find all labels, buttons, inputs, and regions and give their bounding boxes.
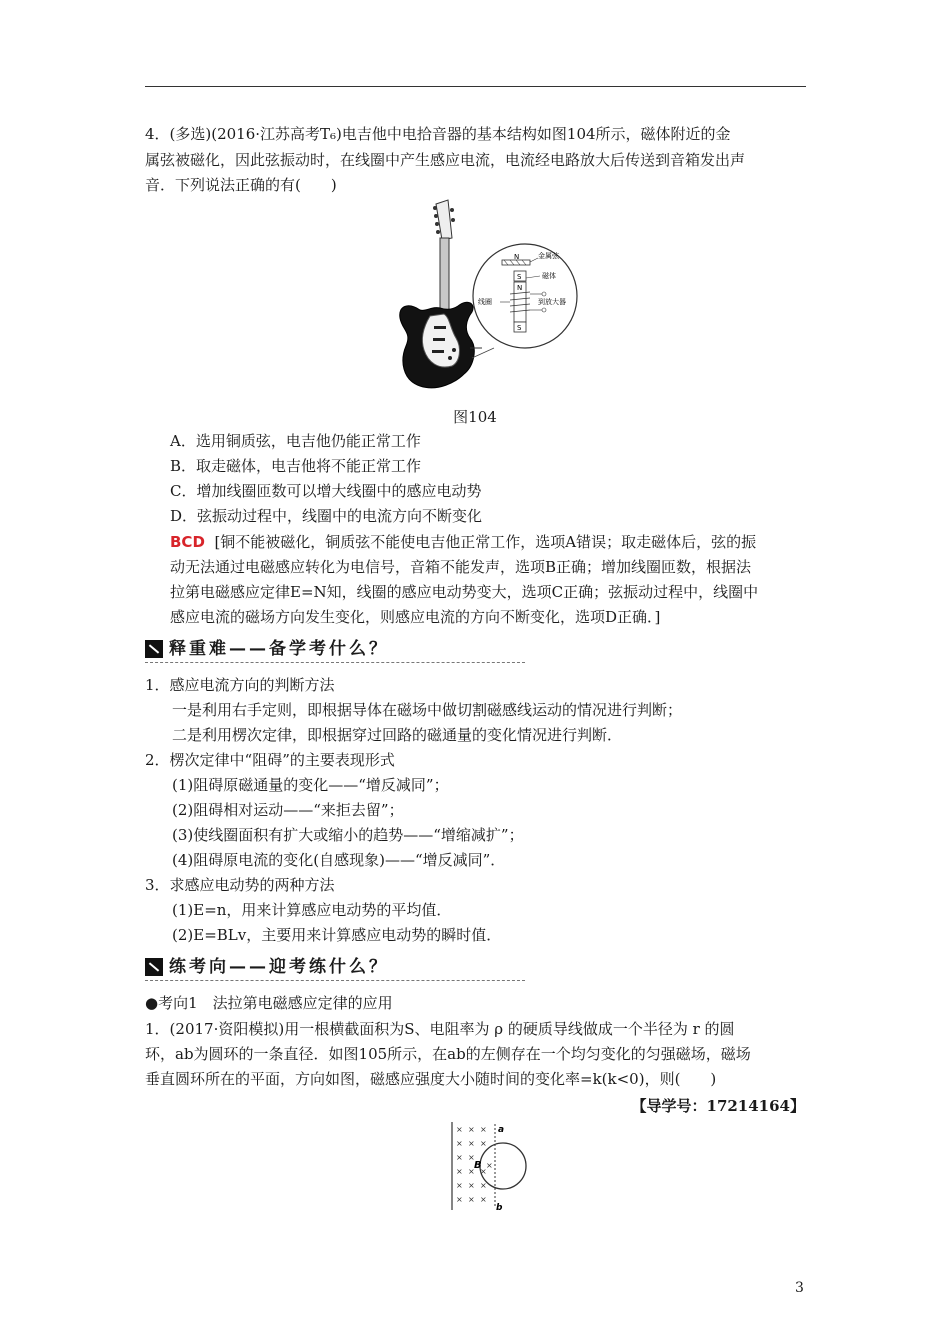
magnetic-field-ring-figure	[448, 1118, 538, 1214]
kaoxiang-1: ●考向1 法拉第电磁感应定律的应用	[145, 994, 393, 1012]
section-marker-icon	[145, 958, 163, 976]
svg-text:×: ×	[480, 1181, 487, 1190]
svg-text:×: ×	[456, 1195, 463, 1204]
explanation-1: [铜不能被磁化，铜质弦不能使电吉他正常工作，选项A错误；取走磁体后，弦的振	[214, 533, 757, 551]
svg-text:×: ×	[468, 1125, 475, 1134]
explanation-2: 动无法通过电磁感应转化为电信号，音箱不能发声，选项B正确；增加线圈匝数，根据法	[170, 558, 752, 576]
fig-label-n-top: N	[514, 253, 520, 261]
answer-key: BCD	[170, 533, 205, 551]
fig-label-b: b	[496, 1203, 503, 1213]
svg-text:×: ×	[480, 1139, 487, 1148]
q4-line-1: 4．(多选)(2016·江苏高考T₆)电吉他中电拾音器的基本结构如图104所示，磁体附近的金	[145, 125, 731, 143]
section-1-title: 释重难——备学考什么？	[169, 639, 389, 659]
fig-label-s-top: S	[517, 273, 522, 281]
point-2-title: 2．楞次定律中“阻碍”的主要表现形式	[145, 751, 395, 769]
section-heading-2	[145, 955, 525, 983]
page-number: 3	[795, 1280, 804, 1296]
fig-label-amp: 到放大器	[538, 298, 566, 306]
section-marker-icon	[145, 640, 163, 658]
svg-text:×: ×	[456, 1153, 463, 1162]
explanation-3: 拉第电磁感应定律E=N知，线圈的感应电动势变大，选项C正确；弦振动过程中，线圈中	[170, 583, 759, 601]
svg-text:×: ×	[480, 1125, 487, 1134]
q4-line-3: 音．下列说法正确的有( )	[145, 176, 337, 194]
q1-line-1: 1．(2017·资阳模拟)用一根横截面积为S、电阻率为 ρ 的硬质导线做成一个半径为 r 的圆	[145, 1020, 735, 1038]
explanation-4: 感应电流的磁场方向发生变化，则感应电流的方向不断变化，选项D正确．]	[170, 608, 661, 626]
point-2-d: (4)阻碍原电流的变化(自感现象)——“增反减同”．	[172, 851, 506, 869]
q4-line-2: 属弦被磁化，因此弦振动时，在线圈中产生感应电流，电流经电路放大后传送到音箱发出声	[145, 151, 746, 169]
header-rule	[145, 86, 806, 87]
option-d: D．弦振动过程中，线圈中的电流方向不断变化	[170, 507, 483, 525]
section-divider	[145, 662, 525, 663]
section-divider	[145, 980, 525, 981]
fig-label-B: B	[474, 1160, 482, 1171]
fig-label-s-bot: S	[517, 324, 522, 332]
point-2-a: (1)阻碍原磁通量的变化——“增反减同”；	[172, 776, 449, 794]
point-2-c: (3)使线圈面积有扩大或缩小的趋势——“增缩减扩”；	[172, 826, 524, 844]
svg-text:×: ×	[468, 1139, 475, 1148]
svg-text:×: ×	[456, 1139, 463, 1148]
guide-number: 【导学号：17214164】	[631, 1097, 805, 1115]
svg-text:×: ×	[468, 1153, 475, 1162]
svg-text:×: ×	[456, 1167, 463, 1176]
svg-text:×: ×	[468, 1181, 475, 1190]
figure-104-caption: 图104	[453, 408, 497, 426]
point-3-b: (2)E=BLv，主要用来计算感应电动势的瞬时值．	[172, 926, 502, 944]
fig-label-string: 金属弦	[538, 252, 559, 260]
point-1-a: 一是利用右手定则，即根据导体在磁场中做切割磁感线运动的情况进行判断；	[172, 701, 683, 719]
svg-text:×: ×	[456, 1181, 463, 1190]
svg-text:×: ×	[480, 1195, 487, 1204]
fig-label-a: a	[498, 1125, 505, 1135]
section-heading-1	[145, 637, 525, 665]
point-2-b: (2)阻碍相对运动——“来拒去留”；	[172, 801, 404, 819]
svg-text:×: ×	[486, 1161, 493, 1170]
fig-label-coil: 线圈	[478, 298, 492, 306]
fig-label-magnet: 磁体	[542, 272, 556, 280]
option-b: B．取走磁体，电吉他将不能正常工作	[170, 457, 422, 475]
point-3-a: (1)E=n，用来计算感应电动势的平均值．	[172, 901, 452, 919]
q1-line-2: 环，ab为圆环的一条直径．如图105所示，在ab的左侧存在一个均匀变化的匀强磁场，磁场	[145, 1045, 751, 1063]
answer-line-1	[170, 532, 756, 552]
point-1-b: 二是利用楞次定律，即根据穿过回路的磁通量的变化情况进行判断．	[172, 726, 623, 744]
option-c: C．增加线圈匝数可以增大线圈中的感应电动势	[170, 482, 482, 500]
svg-text:×: ×	[468, 1195, 475, 1204]
point-1-title: 1．感应电流方向的判断方法	[145, 676, 335, 694]
svg-text:×: ×	[456, 1125, 463, 1134]
point-3-title: 3．求感应电动势的两种方法	[145, 876, 335, 894]
q1-line-3: 垂直圆环所在的平面，方向如图，磁感应强度大小随时间的变化率=k(k<0)，则( )	[145, 1070, 717, 1088]
svg-text:×: ×	[468, 1167, 475, 1176]
section-2-title: 练考向——迎考练什么？	[169, 957, 389, 977]
option-a: A．选用铜质弦，电吉他仍能正常工作	[170, 432, 421, 450]
svg-text:×: ×	[480, 1167, 487, 1176]
fig-label-n-mid: N	[517, 284, 523, 292]
guitar-pickup-figure	[390, 198, 590, 398]
